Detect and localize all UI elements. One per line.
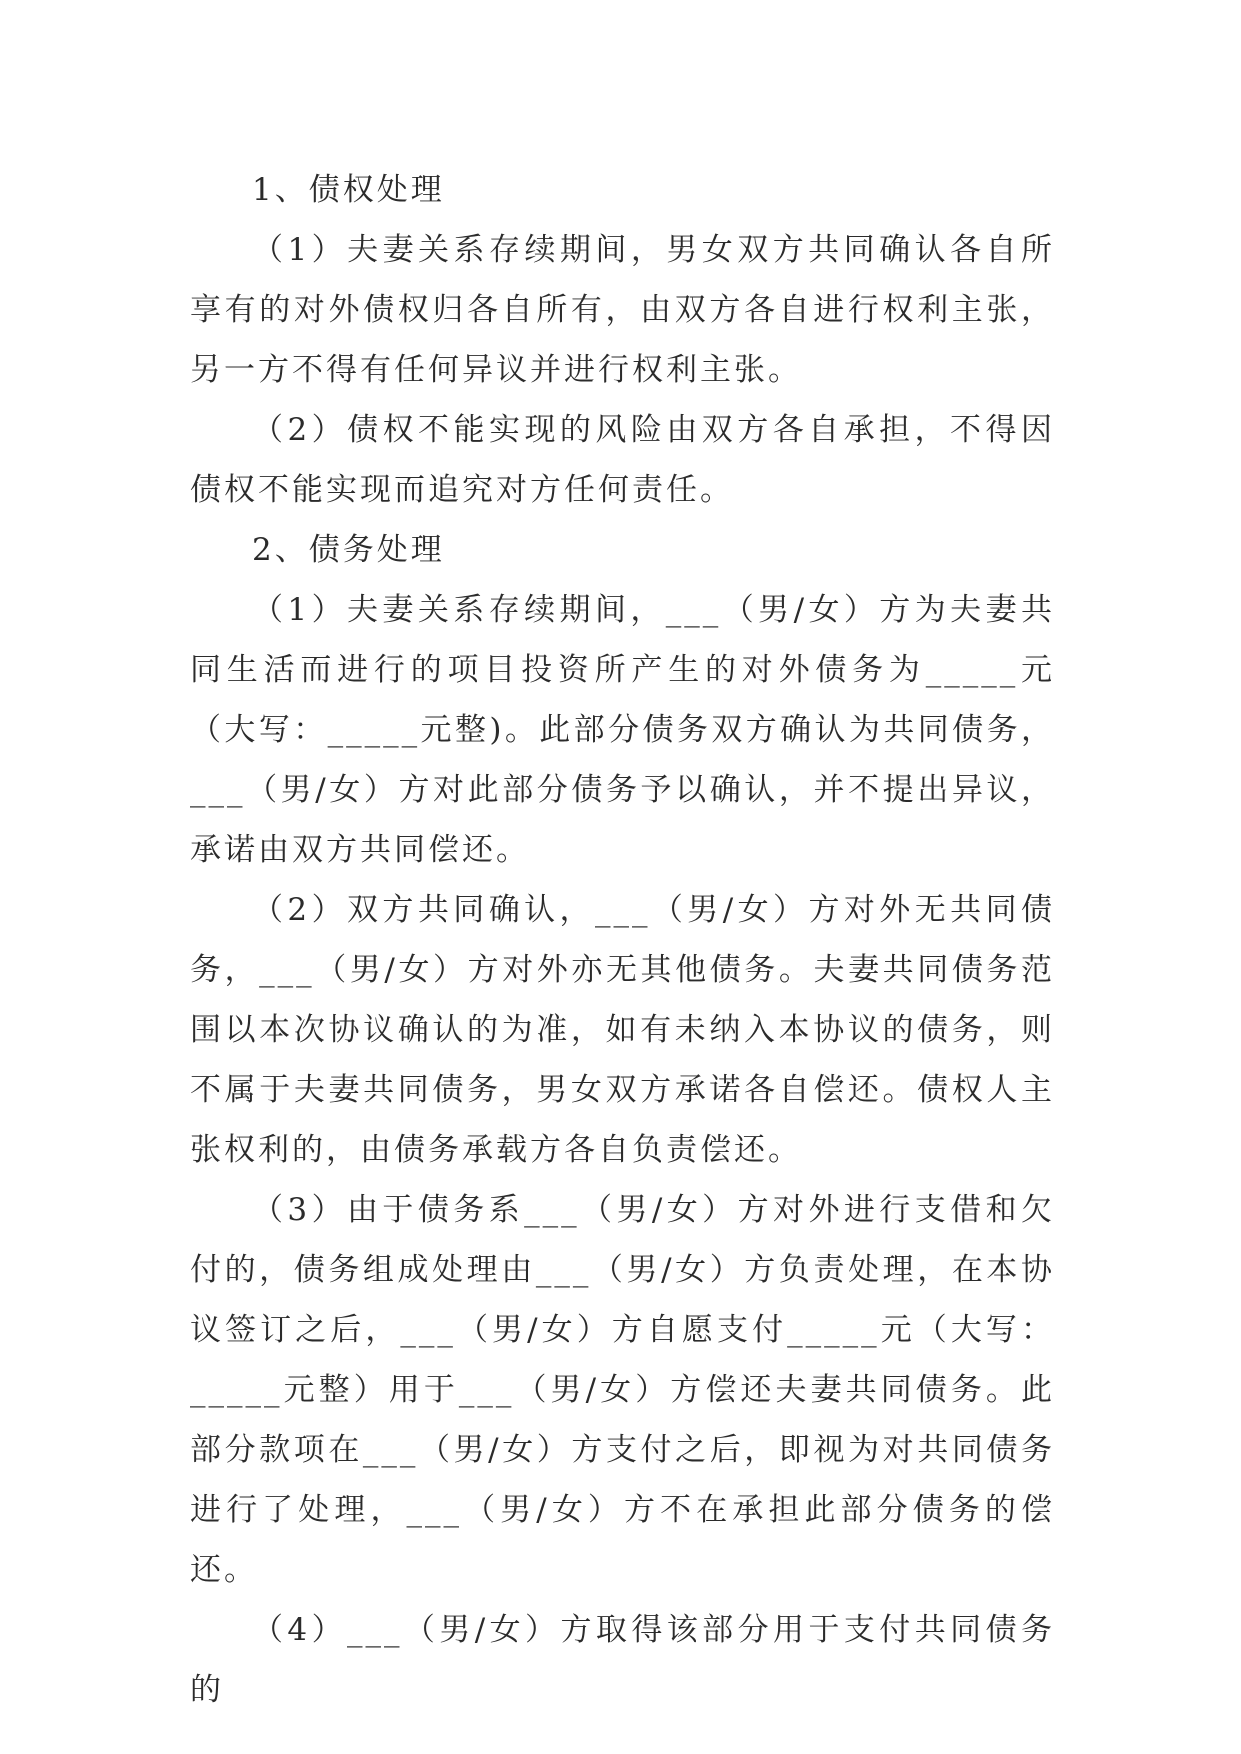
- section-2-item-1: （1）夫妻关系存续期间，___（男/女）方为夫妻共同生活而进行的项目投资所产生的对外债务为_____元（大写：_____元整)。此部分债务双方确认为共同债务，___（男/女）方对此部分债务予以确认，并不提出异议，承诺由双方共同偿还。: [190, 592, 1055, 868]
- section-1-item-1: （1）夫妻关系存续期间，男女双方共同确认各自所享有的对外债权归各自所有，由双方各自进行权利主张，另一方不得有任何异议并进行权利主张。: [190, 232, 1055, 388]
- section-2-item-4: （4）___（男/女）方取得该部分用于支付共同债务的: [190, 1612, 1055, 1708]
- section-2-item-2: （2）双方共同确认，___（男/女）方对外无共同债务，___（男/女）方对外亦无其他债务。夫妻共同债务范围以本次协议确认的为准，如有未纳入本协议的债务，则不属于夫妻共同债务，男女双方承诺各自偿还。债权人主张权利的，由债务承载方各自负责偿还。: [190, 892, 1055, 1168]
- section-1-item-2: （2）债权不能实现的风险由双方各自承担，不得因债权不能实现而追究对方任何责任。: [190, 412, 1055, 508]
- section-2-item-3: （3）由于债务系___（男/女）方对外进行支借和欠付的，债务组成处理由___（男/女）方负责处理，在本协议签订之后，___（男/女）方自愿支付_____元（大写：_____元整）用于___（男/女）方偿还夫妻共同债务。此部分款项在___（男/女）方支付之后，即视为对共同债务进行了处理，___（男/女）方不在承担此部分债务的偿还。: [190, 1192, 1055, 1588]
- section-1-heading: 1、债权处理: [252, 172, 445, 208]
- document-body: [190, 160, 1055, 1720]
- section-2-heading: 2、债务处理: [252, 532, 445, 568]
